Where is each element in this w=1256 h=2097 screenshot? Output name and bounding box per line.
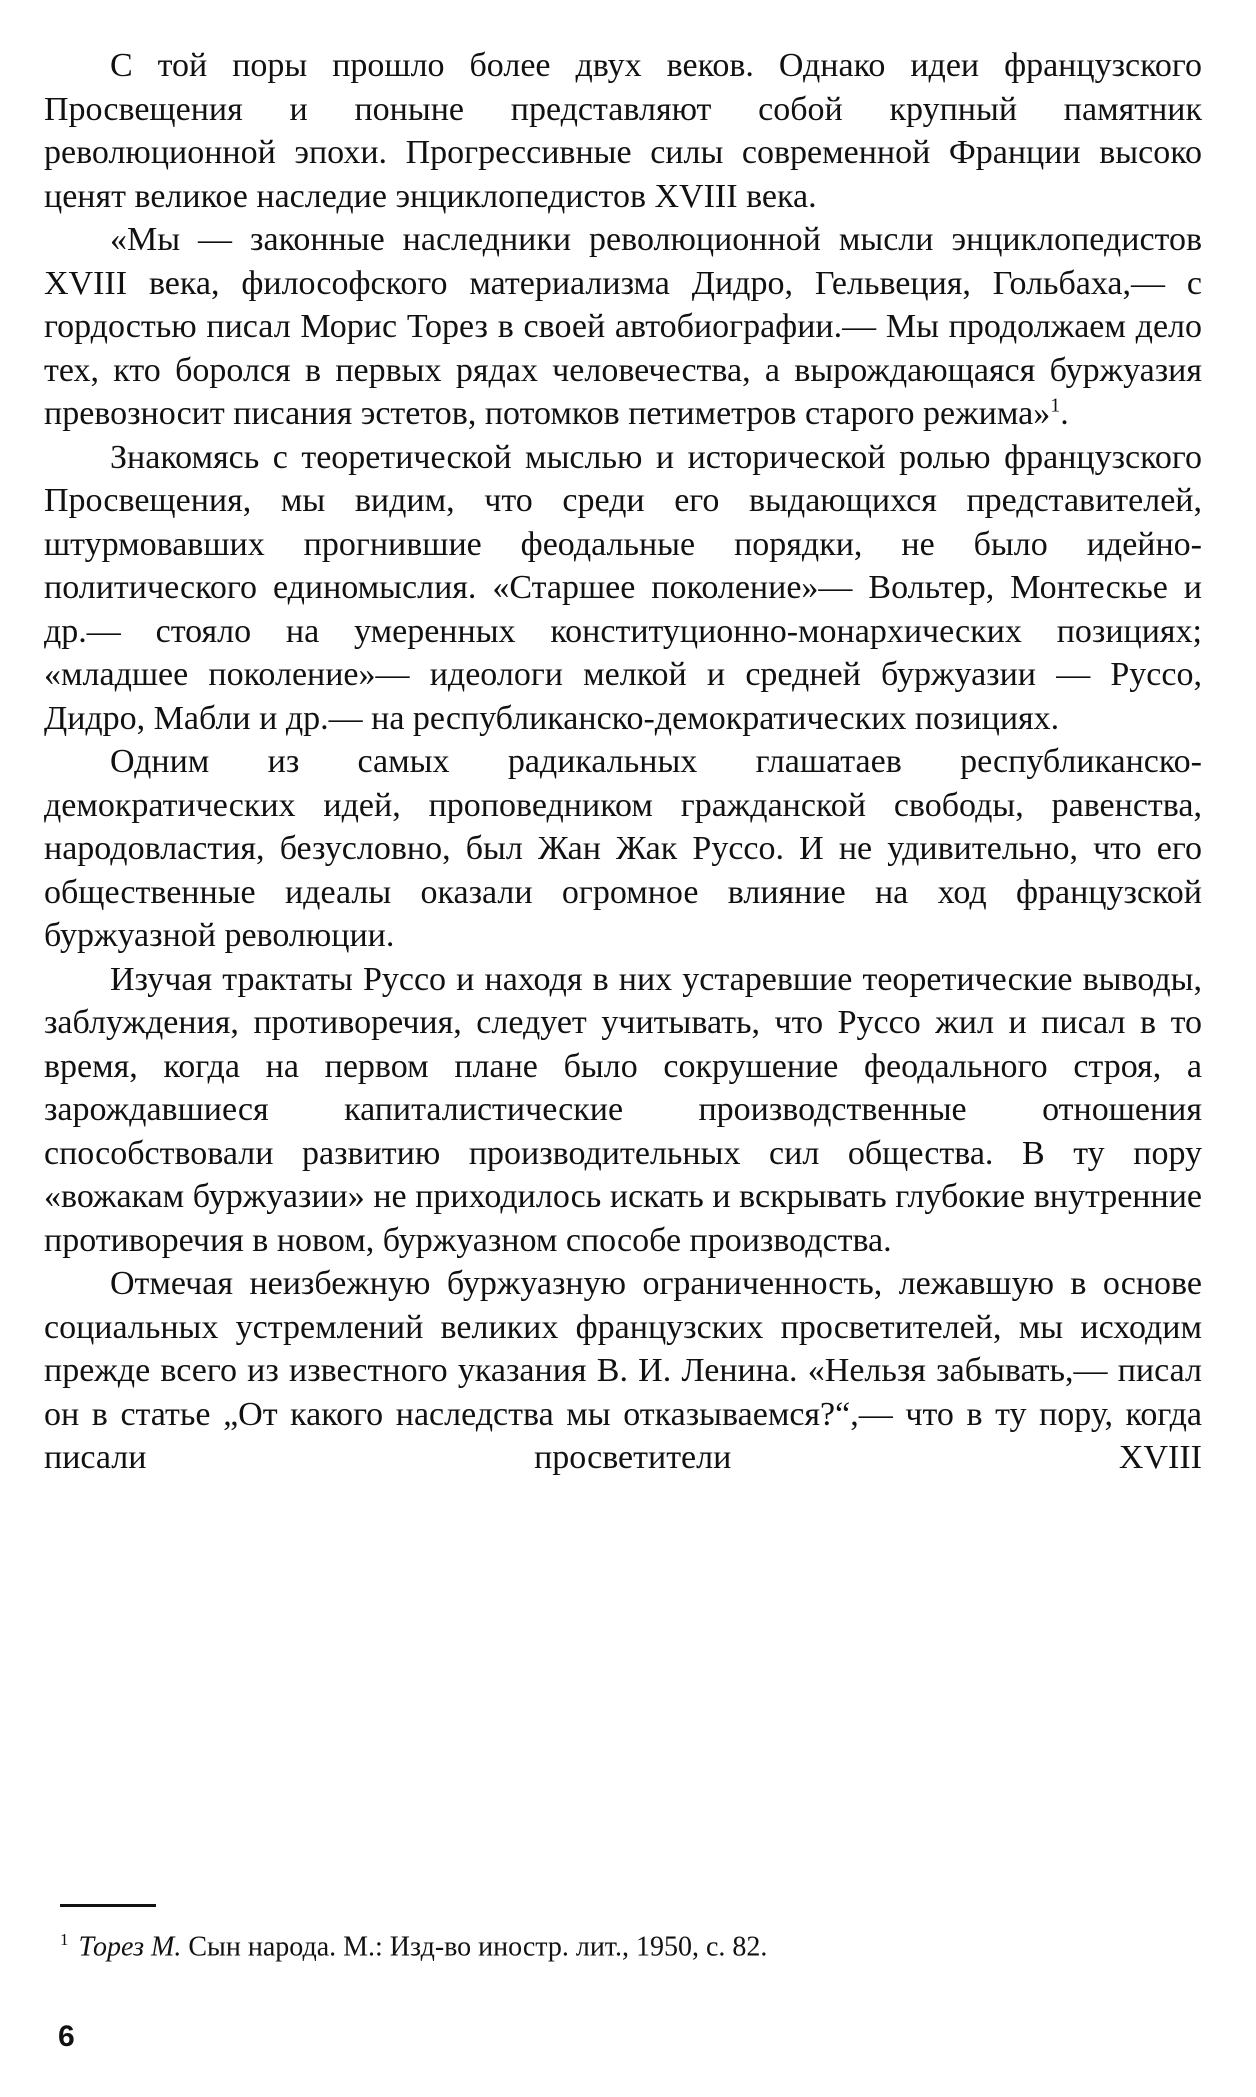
page-number: 6 <box>58 2020 75 2053</box>
main-text <box>44 44 1202 1480</box>
paragraph-3: Знакомясь с теоретической мыслью и исторической ролью французского Просвещения, мы видим, что среди его выдающихся представителей, штурмовавших прогнившие феодальные порядки, не было идейно-политического единомыслия. «Старшее поколение»— Вольтер, Монтескье и др.— стояло на умеренных конституционно-монархических позициях; «младшее поколение»— идеологи мелкой и средней буржуазии — Руссо, Дидро, Мабли и др.— на республиканско-демократических позициях. <box>44 438 1202 737</box>
footnote <box>60 1922 1180 1965</box>
footnote-reference: 1 <box>1050 394 1061 417</box>
paragraph-4: Одним из самых радикальных глашатаев республиканско-демократических идей, проповедником гражданской свободы, равенства, народовластия, безусловно, был Жан Жак Руссо. И не удивительно, что его общественные идеалы оказали огромное влияние на ход французской буржуазной революции. <box>44 743 1202 954</box>
paragraph-6: Отмечая неизбежную буржуазную ограниченность, лежавшую в основе социальных устремлений великих французских просветителей, мы исходим прежде всего из известного указания В. И. Ленина. «Нельзя забывать,— писал он в статье „От какого наследства мы отказываемся?“,— что в ту пору, когда писали просветители XVIII <box>44 1265 1202 1476</box>
footnote-author: Торез М. <box>78 1931 182 1963</box>
footnote-mark: 1 <box>60 1930 69 1949</box>
footnote-text: Сын народа. М.: Изд-во иностр. лит., 1950, с. 82. <box>188 1931 768 1963</box>
paragraph-2: «Мы — законные наследники революционной мысли энциклопедистов XVIII века, философского материализма Дидро, Гельвеция, Гольбаха,— с гордостью писал Морис Торез в своей автобиографии.— Мы продолжаем дело тех, кто боролся в первых рядах человечества, а вырождающаяся буржуазия превозносит писания эстетов, потомков петиметров старого режима»$^1$. <box>44 221 1202 432</box>
paragraph-2-text: «Мы — законные наследники революционной мысли энциклопедистов XVIII века, философского материализма Дидро, Гельвеция, Гольбаха,— с гордостью писал Морис Торез в своей автобиографии.— Мы продолжаем дело тех, кто боролся в первых рядах человечества, а вырождающаяся буржуазия превозносит писания эстетов, потомков петиметров старого режима» <box>44 221 1202 432</box>
paragraph-1: С той поры прошло более двух веков. Однако идеи французского Просвещения и поныне представляют собой крупный памятник революционной эпохи. Прогрессивные силы современной Франции высоко ценят великое наследие энциклопедистов XVIII века. <box>44 47 1202 215</box>
page-body <box>44 44 1202 1480</box>
paragraph-5: Изучая трактаты Руссо и находя в них устаревшие теоретические выводы, заблуждения, противоречия, следует учитывать, что Руссо жил и писал в то время, когда на первом плане было сокрушение феодального строя, а зарождавшиеся капиталистические производственные отношения способствовали развитию производительных сил общества. В ту пору «вожакам буржуазии» не приходилось искать и вскрывать глубокие внутренние противоречия в новом, буржуазном способе производства. <box>44 960 1202 1259</box>
footnote-divider <box>60 1904 156 1907</box>
